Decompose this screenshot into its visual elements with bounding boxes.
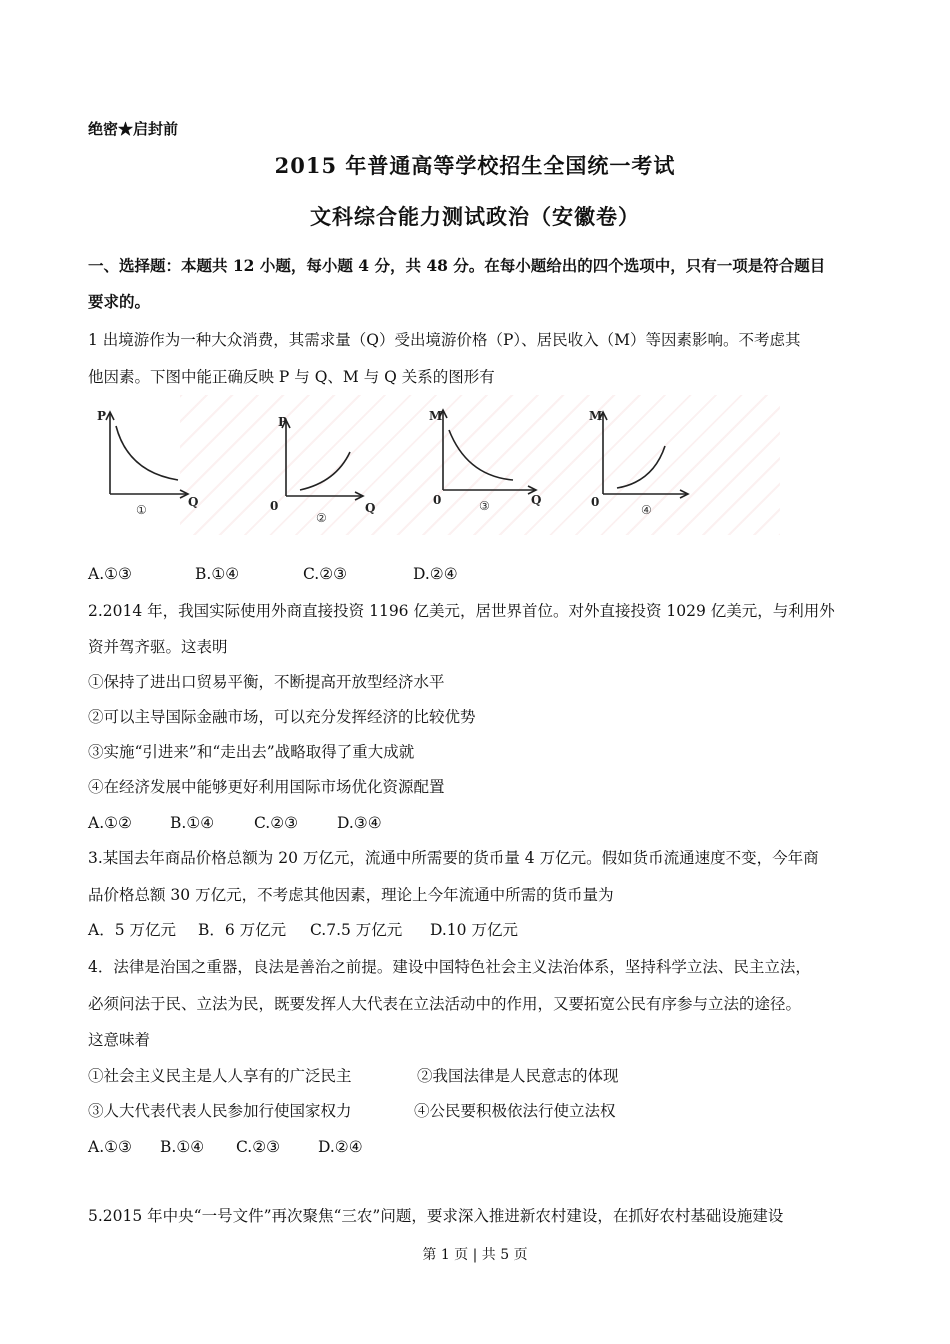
q2-option-c: C.②③ bbox=[254, 814, 299, 832]
graph3-x-label: Q bbox=[531, 493, 542, 507]
section-heading-line1: 一、选择题：本题共 12 小题，每小题 4 分，共 48 分。在每小题给出的四个选项中，只有一项是符合题目 bbox=[88, 256, 826, 275]
graph4-number: ④ bbox=[641, 503, 652, 517]
graph1-y-label: P bbox=[97, 409, 107, 423]
exam-subtitle: 文科综合能力测试政治（安徽卷） bbox=[310, 204, 640, 229]
q2-item-3: ③实施“引进来”和“走出去”战略取得了重大成就 bbox=[88, 743, 415, 761]
q3-stem-line2: 品价格总额 30 万亿元，不考虑其他因素，理论上今年流通中所需的货币量为 bbox=[88, 886, 614, 904]
q1-stem-line2: 他因素。下图中能正确反映 P 与 Q、M 与 Q 关系的图形有 bbox=[88, 368, 495, 386]
q3-option-a: A．5 万亿元 bbox=[88, 921, 176, 939]
graph4-origin: 0 bbox=[591, 495, 600, 509]
q4-option-b: B.①④ bbox=[160, 1138, 205, 1156]
q4-stem-line3: 这意味着 bbox=[88, 1031, 151, 1049]
q2-item-4: ④在经济发展中能够更好利用国际市场优化资源配置 bbox=[88, 778, 445, 796]
q4-item-1: ①社会主义民主是人人享有的广泛民主 bbox=[88, 1067, 352, 1085]
q3-option-d: D.10 万亿元 bbox=[430, 921, 518, 939]
q1-graph-4 bbox=[585, 402, 715, 527]
section-heading-line2: 要求的。 bbox=[88, 292, 151, 311]
q2-option-d: D.③④ bbox=[337, 814, 382, 832]
q4-item-3: ③人大代表代表人民参加行使国家权力 bbox=[88, 1102, 352, 1120]
q1-graph-3 bbox=[425, 402, 555, 527]
exam-title: 2015 年普通高等学校招生全国统一考试 bbox=[274, 153, 676, 178]
graph2-y-label: P bbox=[278, 415, 288, 429]
q1-option-d: D.②④ bbox=[413, 565, 458, 583]
q1-option-a: A.①③ bbox=[88, 565, 132, 583]
graph2-number: ② bbox=[316, 511, 327, 525]
q5-stem-line1: 5.2015 年中央“一号文件”再次聚焦“三农”问题，要求深入推进新农村建设，在抓好农村基础设施建设 bbox=[88, 1207, 784, 1225]
page-footer: 第 1 页 | 共 5 页 bbox=[422, 1247, 528, 1263]
q3-stem-line1: 3.某国去年商品价格总额为 20 万亿元，流通中所需要的货币量 4 万亿元。假如货币流通速度不变，今年商 bbox=[88, 849, 819, 867]
q4-item-4: ④公民要积极依法行使立法权 bbox=[414, 1102, 616, 1120]
q3-option-c: C.7.5 万亿元 bbox=[310, 921, 403, 939]
q2-stem-line2: 资并驾齐驱。这表明 bbox=[88, 638, 228, 656]
q3-option-b: B．6 万亿元 bbox=[198, 921, 287, 939]
q2-stem-line1: 2.2014 年，我国实际使用外商直接投资 1196 亿美元，居世界首位。对外直接投资 1029 亿美元，与利用外 bbox=[88, 602, 835, 620]
q4-option-c: C.②③ bbox=[236, 1138, 281, 1156]
q4-option-d: D.②④ bbox=[318, 1138, 363, 1156]
q2-option-b: B.①④ bbox=[170, 814, 215, 832]
q1-option-b: B.①④ bbox=[195, 565, 240, 583]
q2-item-1: ①保持了进出口贸易平衡，不断提高开放型经济水平 bbox=[88, 673, 445, 691]
graph4-y-label: M bbox=[589, 409, 603, 423]
q1-stem-line1: 1 出境游作为一种大众消费，其需求量（Q）受出境游价格（P）、居民收入（M）等因素影响。不考虑其 bbox=[88, 331, 801, 349]
graph2-origin: 0 bbox=[270, 499, 279, 513]
q4-stem-line1: 4．法律是治国之重器，良法是善治之前提。建设中国特色社会主义法治体系，坚持科学立法、民主立法， bbox=[88, 958, 811, 976]
graph3-y-label: M bbox=[429, 409, 443, 423]
graph2-x-label: Q bbox=[365, 501, 376, 515]
graph1-x-label: Q bbox=[188, 495, 199, 509]
q1-graph-1 bbox=[92, 402, 222, 527]
graph1-number: ① bbox=[136, 503, 147, 517]
q2-option-a: A.①② bbox=[88, 814, 132, 832]
q4-option-a: A.①③ bbox=[88, 1138, 132, 1156]
q1-graph-2 bbox=[268, 402, 398, 527]
q4-stem-line2: 必须问法于民、立法为民，既要发挥人大代表在立法活动中的作用，又要拓宽公民有序参与立法的途径。 bbox=[88, 995, 802, 1013]
q2-item-2: ②可以主导国际金融市场，可以充分发挥经济的比较优势 bbox=[88, 708, 476, 726]
graph3-number: ③ bbox=[479, 499, 490, 513]
graph3-origin: 0 bbox=[433, 493, 442, 507]
confidential-mark: 绝密★启封前 bbox=[88, 120, 179, 138]
q1-option-c: C.②③ bbox=[303, 565, 348, 583]
q4-item-2: ②我国法律是人民意志的体现 bbox=[417, 1067, 619, 1085]
